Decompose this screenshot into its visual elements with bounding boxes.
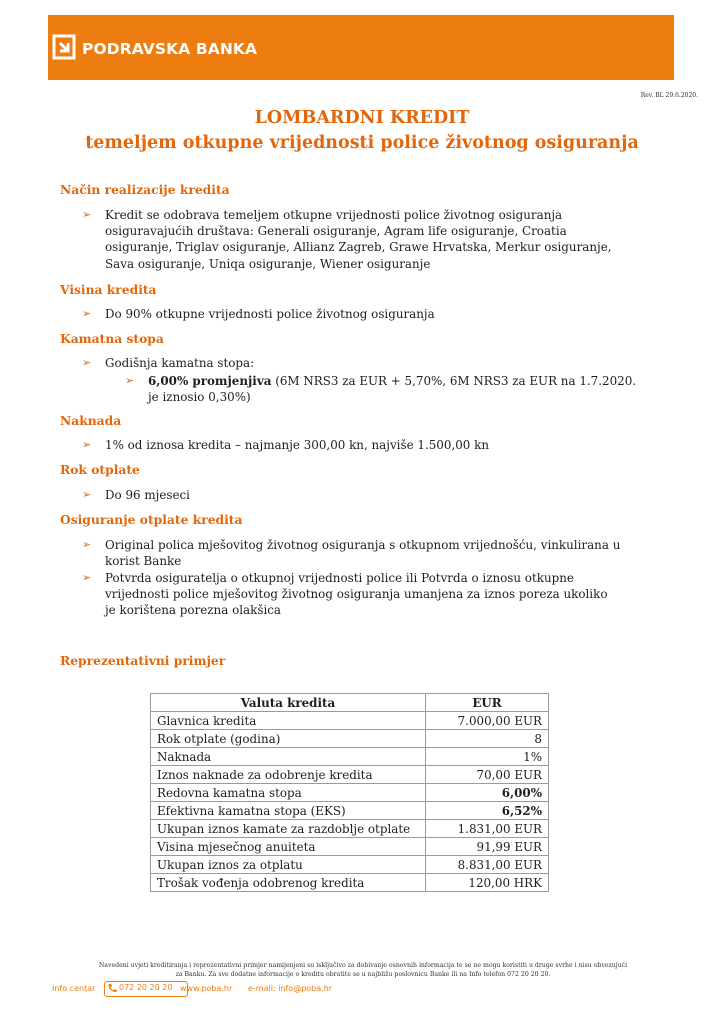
table-row: [151, 712, 549, 730]
text-line: Original polica mješovitog životnog osiguranja s otkupnom vrijednošću, vinkulirana u: [105, 538, 621, 552]
table-row: [151, 784, 549, 802]
podravska-banka-logo-icon: [52, 34, 76, 60]
phone-number: 072 20 20 20: [119, 983, 173, 992]
bullet-arrow-icon: ➢: [82, 571, 92, 584]
table-cell-value: 8: [426, 730, 549, 748]
sub-bullet-arrow-icon: ➢: [125, 374, 135, 387]
table-cell-label: Efektivna kamatna stopa (EKS): [151, 802, 426, 820]
table-row: [151, 874, 549, 892]
table-cell-label: Iznos naknade za odobrenje kredita: [151, 766, 426, 784]
section-heading-osiguranje: Osiguranje otplate kredita: [60, 512, 243, 527]
rate-detail-line2: je iznosio 0,30%): [148, 390, 251, 405]
phone-box[interactable]: [104, 981, 188, 997]
table-cell-value: 1.831,00 EUR: [426, 820, 549, 838]
table-row: [151, 766, 549, 784]
table-header-row: [151, 694, 549, 712]
rate-bold: 6,00% promjenjiva: [148, 374, 272, 388]
disclaimer-footnote: [48, 961, 678, 979]
table-cell-label: Glavnica kredita: [151, 712, 426, 730]
text-line: vrijednosti police mješovitog životnog osiguranja umanjena za iznos poreza ukoliko: [105, 587, 608, 602]
phone-icon: [107, 983, 117, 994]
table-cell-label: Naknada: [151, 748, 426, 766]
table-cell-value: 8.831,00 EUR: [426, 856, 549, 874]
bullet-arrow-icon: ➢: [82, 307, 92, 320]
text-line: Sava osiguranje, Uniqa osiguranje, Wiener osiguranje: [105, 256, 431, 271]
revision-label: Rev. BL 29.6.2020.: [640, 92, 698, 99]
table-cell-label: Ukupan iznos kamate za razdoblje otplate: [151, 820, 426, 838]
footer-contact: [48, 981, 648, 997]
table-cell-label: Trošak vođenja odobrenog kredita: [151, 874, 426, 892]
bullet-text-nacin: [105, 207, 612, 272]
bullet-text-osiguranje-1: [105, 537, 620, 569]
bullet-text-osiguranje-2: [105, 570, 607, 619]
text-line: je korištena porezna olakšica: [105, 603, 281, 618]
table-cell-label: Visina mjesečnog anuiteta: [151, 838, 426, 856]
table-cell-value: 1%: [426, 748, 549, 766]
sub-bullet-text-kamatna: [148, 373, 636, 405]
text-line: osiguranje, Triglav osiguranje, Allianz Zagreb, Grawe Hrvatska, Merkur osiguranje,: [105, 240, 612, 255]
bullet-arrow-icon: ➢: [82, 438, 92, 451]
text-line: korist Banke: [105, 554, 182, 569]
logo: [48, 31, 288, 67]
table-row: [151, 820, 549, 838]
email-link[interactable]: e-mail: info@poba.hr: [248, 984, 333, 993]
section-heading-visina: Visina kredita: [60, 282, 157, 297]
header-bar: [48, 15, 674, 80]
table-cell-value: 70,00 EUR: [426, 766, 549, 784]
bullet-arrow-icon: ➢: [82, 356, 92, 369]
representative-example-table: [150, 693, 549, 892]
table-cell-label: Rok otplate (godina): [151, 730, 426, 748]
footnote-line: za Banku. Za sve dodatne informacije o kreditu obratite se u najbližu poslovnicu Banke ili na Info telefon 072 20 20 20.: [175, 971, 551, 978]
website-link[interactable]: www.poba.hr: [180, 984, 233, 993]
bullet-arrow-icon: ➢: [82, 488, 92, 501]
bullet-arrow-icon: ➢: [82, 208, 92, 221]
bullet-text-naknada: 1% od iznosa kredita – najmanje 300,00 kn, najviše 1.500,00 kn: [105, 438, 489, 452]
brand-name: PODRAVSKA BANKA: [82, 40, 258, 58]
section-heading-naknada: Naknada: [60, 413, 122, 428]
table-header-cell: Valuta kredita: [151, 694, 426, 712]
table-cell-label: Ukupan iznos za otplatu: [151, 856, 426, 874]
table-header-cell: EUR: [426, 694, 549, 712]
table-row: [151, 748, 549, 766]
table-row: [151, 856, 549, 874]
bullet-arrow-icon: ➢: [82, 538, 92, 551]
rate-detail: (6M NRS3 za EUR + 5,70%, 6M NRS3 za EUR na 1.7.2020.: [271, 374, 637, 388]
table-cell-label: Redovna kamatna stopa: [151, 784, 426, 802]
section-heading-rok: Rok otplate: [60, 462, 140, 477]
section-heading-nacin: Način realizacije kredita: [60, 182, 230, 197]
table-row: [151, 838, 549, 856]
bullet-text-kamatna: Godišnja kamatna stopa:: [105, 356, 255, 370]
text-line: Potvrda osiguratelja o otkupnoj vrijednosti police ili Potvrda o iznosu otkupne: [105, 571, 574, 585]
table-row: [151, 802, 549, 820]
footnote-line: Navedeni uvjeti kreditiranja i reprezentativni primjer namijenjeni su isključivo za dobivanje osnovnih informacija te se ne mogu koristiti u druge svrhe i nisu obvezujući: [98, 962, 628, 969]
section-heading-primjer: Reprezentativni primjer: [60, 653, 226, 668]
text-line: osiguravajućih društava: Generali osiguranje, Agram life osiguranje, Croatia: [105, 224, 567, 239]
section-heading-kamatna: Kamatna stopa: [60, 331, 164, 346]
table-cell-value: 91,99 EUR: [426, 838, 549, 856]
table-cell-value: 120,00 HRK: [426, 874, 549, 892]
page-subtitle: temeljem otkupne vrijednosti police životnog osiguranja: [85, 133, 639, 153]
text-line: Kredit se odobrava temeljem otkupne vrijednosti police životnog osiguranja: [105, 208, 563, 222]
table-row: [151, 730, 549, 748]
bullet-text-rok: Do 96 mjeseci: [105, 488, 190, 502]
info-centar-label: Info centar: [52, 984, 96, 993]
page-title: LOMBARDNI KREDIT: [254, 108, 470, 128]
table-cell-value: 7.000,00 EUR: [426, 712, 549, 730]
bullet-text-visina: Do 90% otkupne vrijednosti police životnog osiguranja: [105, 307, 435, 321]
table-cell-value: 6,00%: [426, 784, 549, 802]
table-cell-value: 6,52%: [426, 802, 549, 820]
